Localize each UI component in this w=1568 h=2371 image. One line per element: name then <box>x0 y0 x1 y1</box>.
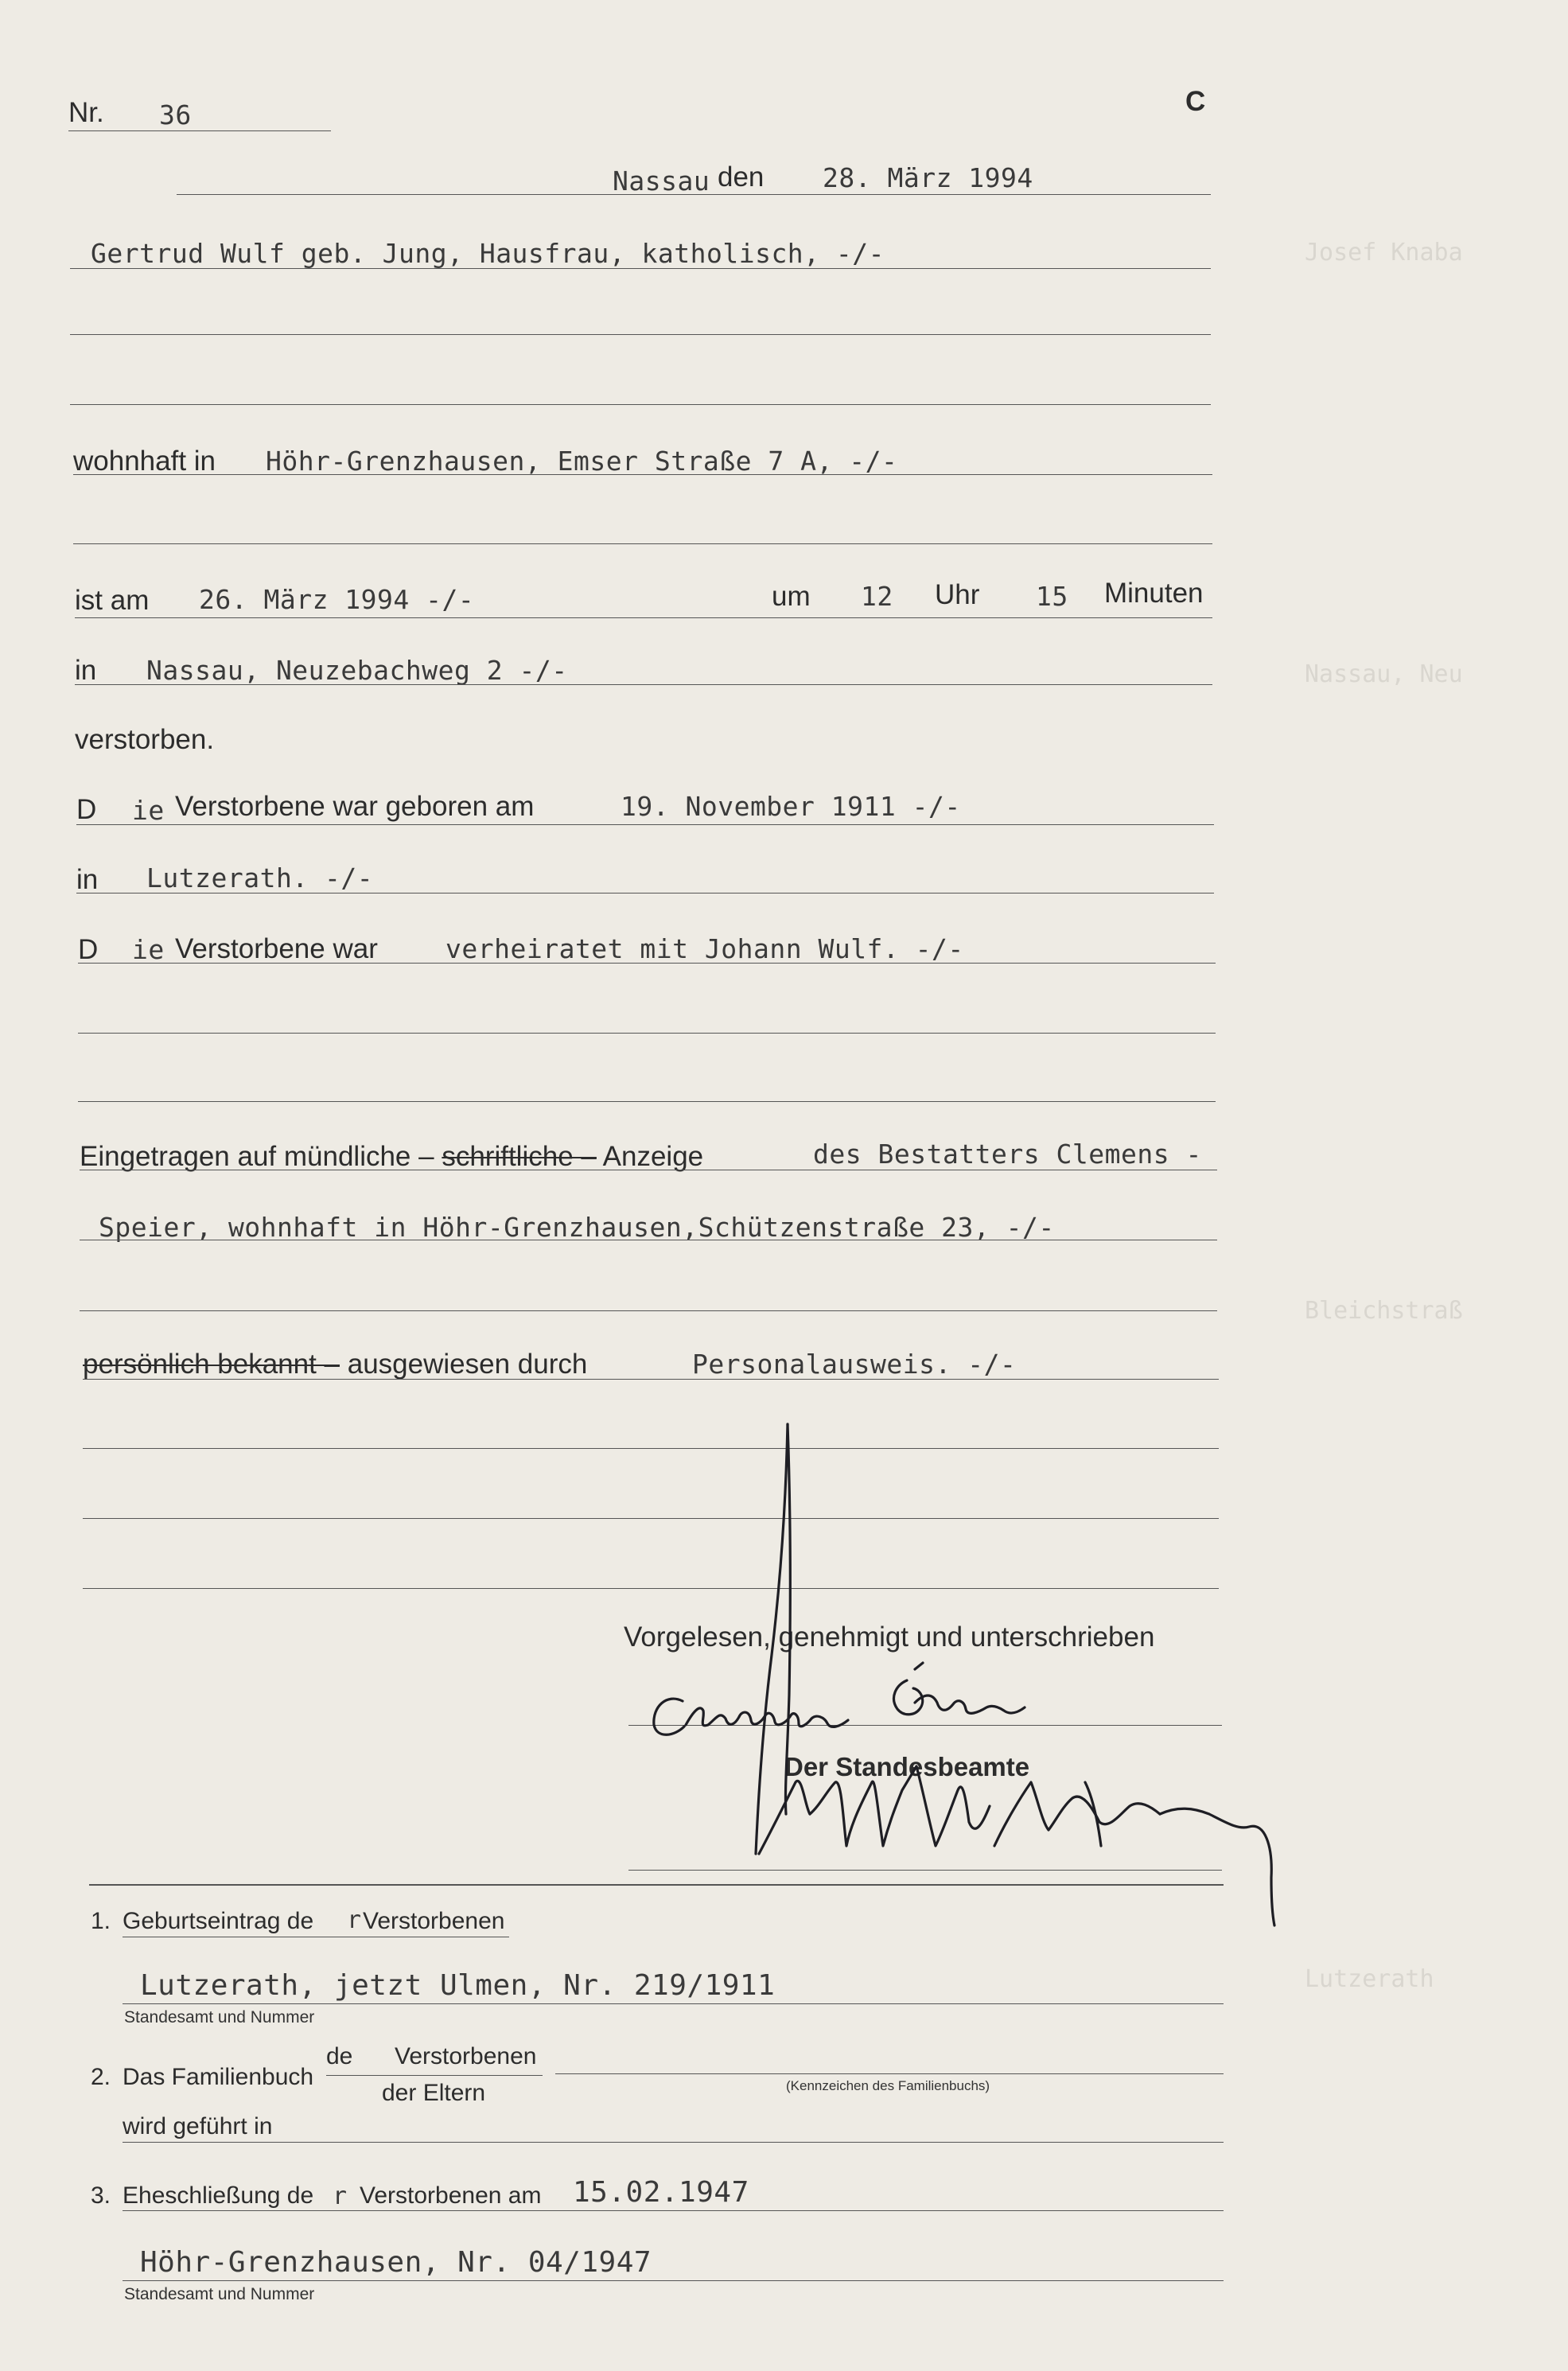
bleed-through-text: Josef Knaba <box>1305 239 1463 267</box>
marital-value: verheiratet mit Johann Wulf. -/- <box>445 933 964 964</box>
death-place: Nassau, Neuzebachweg 2 -/- <box>146 655 568 686</box>
nr-label: Nr. <box>68 97 104 128</box>
note2-kennzeichen-caption: (Kennzeichen des Familienbuchs) <box>786 2078 990 2093</box>
birth-place: Lutzerath. -/- <box>146 862 374 894</box>
note2-gefuehrt-underline <box>123 2142 1224 2143</box>
note2-kennzeichen-line <box>555 2073 1224 2074</box>
note1-label: Geburtseintrag de <box>123 1908 314 1934</box>
death-in-label: in <box>75 655 97 686</box>
verstorben-label: verstorben. <box>75 724 215 755</box>
read-approved-label: Vorgelesen, genehmigt und unterschrieben <box>624 1622 1155 1653</box>
note2-option-divider <box>326 2075 543 2076</box>
note2-de: de <box>326 2043 353 2069</box>
note1-suffix: Verstorbenen <box>363 1908 505 1934</box>
note3-r-typed: r <box>333 2182 348 2210</box>
place-name: Nassau <box>613 165 710 197</box>
marital-label: Verstorbene war <box>175 933 378 964</box>
birth-ie-typed: ie <box>132 795 165 826</box>
note3-value-underline <box>123 2280 1224 2281</box>
den-label: den <box>718 162 765 193</box>
bleed-through-text: Nassau, Neu <box>1305 660 1463 688</box>
note2-option-parents: der Eltern <box>382 2080 486 2106</box>
note3-caption: Standesamt und Nummer <box>124 2285 315 2303</box>
marital-d-label: D <box>78 934 99 965</box>
note1-value-underline <box>123 2003 1224 2004</box>
note2-number: 2. <box>91 2064 111 2090</box>
note2-gefuehrt-label: wird geführt in <box>123 2113 273 2139</box>
minuten-label: Minuten <box>1104 578 1204 609</box>
note3-label-underline <box>123 2210 1224 2211</box>
death-hour: 12 <box>861 581 893 612</box>
death-date: 26. März 1994 -/- <box>199 584 475 615</box>
report-label-part2: Anzeige <box>602 1141 704 1172</box>
report-label-struck: schriftliche – <box>442 1141 597 1172</box>
registrar-label: Der Standesbeamte <box>784 1752 1030 1781</box>
bleed-through-text: Lutzerath <box>1305 1965 1434 1993</box>
report-value-line2: Speier, wohnhaft in Höhr-Grenzhausen,Schützenstraße 23, -/- <box>99 1212 1055 1243</box>
residence-label: wohnhaft in <box>73 446 216 477</box>
note1-value: Lutzerath, jetzt Ulmen, Nr. 219/1911 <box>140 1969 776 2002</box>
identification-struck: persönlich bekannt – <box>83 1349 340 1380</box>
note3-number: 3. <box>91 2182 111 2209</box>
birth-d-label: D <box>76 794 97 825</box>
bleed-through-text: Bleichstraß <box>1305 1297 1463 1325</box>
registration-date: 28. März 1994 <box>823 162 1033 193</box>
deceased-person: Gertrud Wulf geb. Jung, Hausfrau, katholisch, -/- <box>91 238 885 269</box>
note3-label2: Verstorbenen am <box>360 2182 542 2209</box>
death-minute: 15 <box>1036 581 1068 612</box>
note1-number: 1. <box>91 1908 111 1934</box>
section-separator <box>89 1884 1224 1886</box>
ist-am-label: ist am <box>75 585 150 616</box>
birth-date: 19. November 1911 -/- <box>621 791 961 822</box>
note2-label: Das Familienbuch <box>123 2064 314 2090</box>
residence-value: Höhr-Grenzhausen, Emser Straße 7 A, -/- <box>266 446 898 477</box>
note3-value: Höhr-Grenzhausen, Nr. 04/1947 <box>140 2246 652 2279</box>
note3-date: 15.02.1947 <box>573 2176 749 2209</box>
birth-label: Verstorbene war geboren am <box>175 791 535 822</box>
identification-text: ausgewiesen durch <box>347 1349 588 1380</box>
marital-ie-typed: ie <box>132 934 165 965</box>
corner-letter: C <box>1185 86 1206 117</box>
uhr-label: Uhr <box>935 579 980 610</box>
note1-suffix-typed: r <box>347 1906 362 1934</box>
note1-caption: Standesamt und Nummer <box>124 2008 315 2026</box>
birth-in-label: in <box>76 864 99 895</box>
report-label-part1: Eingetragen auf mündliche – <box>80 1141 434 1172</box>
note2-option-deceased: Verstorbenen <box>395 2043 537 2069</box>
note3-label: Eheschließung de <box>123 2182 314 2209</box>
identification-value: Personalausweis. -/- <box>692 1349 1017 1380</box>
um-label: um <box>772 581 811 612</box>
nr-value: 36 <box>159 99 192 130</box>
report-value-line1: des Bestatters Clemens - <box>813 1139 1202 1170</box>
